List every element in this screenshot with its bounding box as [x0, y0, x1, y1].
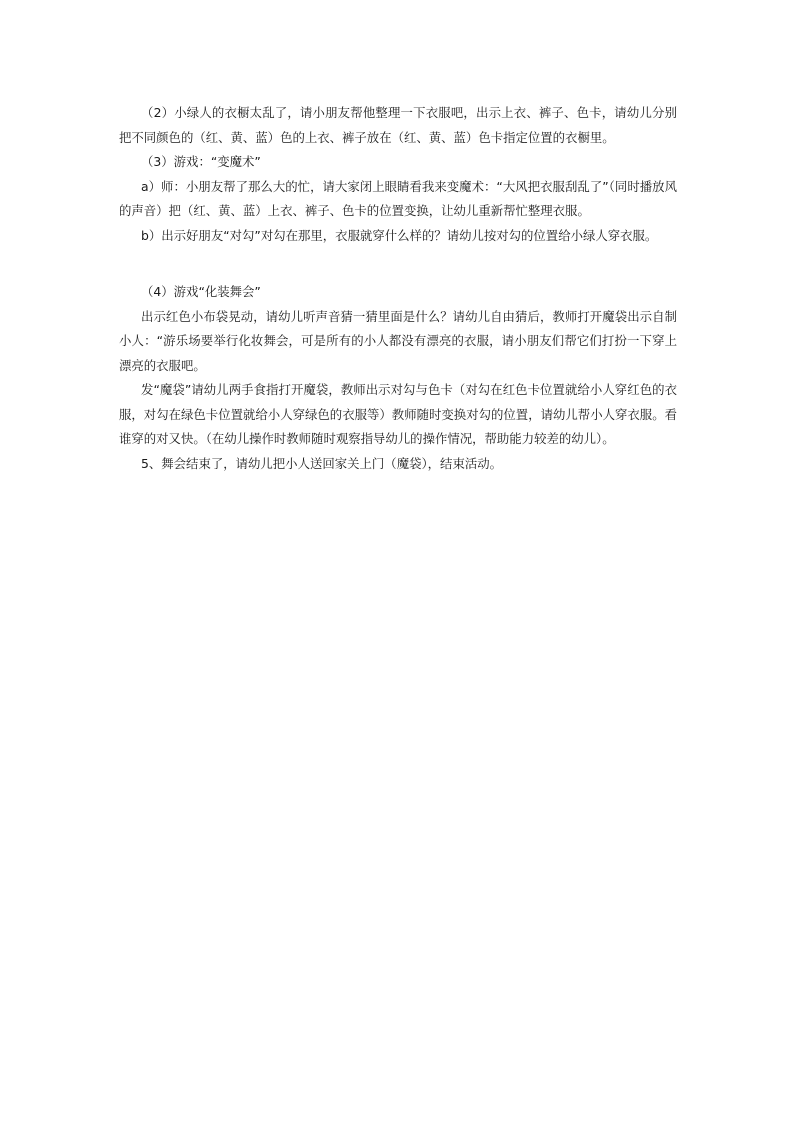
paragraph-red-bag: 出示红色小布袋晃动，请幼儿听声音猜一猜里面是什么？请幼儿自由猜后，教师打开魔袋出示自制小人：“游乐场要举行化妆舞会，可是所有的小人都没有漂亮的衣服，请小朋友们帮它们打扮一下穿上漂亮的衣服吧。: [119, 308, 677, 373]
paragraph-game-magic-heading: （3）游戏：“变魔术”: [141, 154, 261, 169]
paragraph-magic-step-a: a）师：小朋友帮了那么大的忙，请大家闭上眼睛看我来变魔术：“大风把衣服刮乱了”（同时播放风的声音）把（红、黄、蓝）上衣、裤子、色卡的位置变换，让幼儿重新帮忙整理衣服。: [119, 178, 677, 218]
document-body: [119, 101, 677, 476]
paragraph-wardrobe: （2）小绿人的衣橱太乱了，请小朋友帮他整理一下衣服吧，出示上衣、裤子、色卡，请幼儿分别把不同颜色的（红、黄、蓝）色的上衣、裤子放在（红、黄、蓝）色卡指定位置的衣橱里。: [119, 105, 677, 145]
paragraph-spacer: [119, 248, 677, 280]
paragraph-magic-step-b: b）出示好朋友“对勾”对勾在那里，衣服就穿什么样的？请幼儿按对勾的位置给小绿人穿衣服。: [141, 227, 658, 243]
paragraph-ending: 5、舞会结束了，请幼儿把小人送回家关上门（魔袋），结束活动。: [141, 455, 503, 471]
paragraph-game-ball-heading: （4）游戏“化装舞会”: [141, 284, 261, 299]
paragraph-magic-bag: 发“魔袋”请幼儿两手食指打开魔袋，教师出示对勾与色卡（对勾在红色卡位置就给小人穿红色的衣服，对勾在绿色卡位置就给小人穿绿色的衣服等）教师随时变换对勾的位置，请幼儿帮小人穿衣服。看谁穿的对又快。（在幼儿操作时教师随时观察指导幼儿的操作情况，帮助能力较差的幼儿）。: [119, 382, 677, 446]
